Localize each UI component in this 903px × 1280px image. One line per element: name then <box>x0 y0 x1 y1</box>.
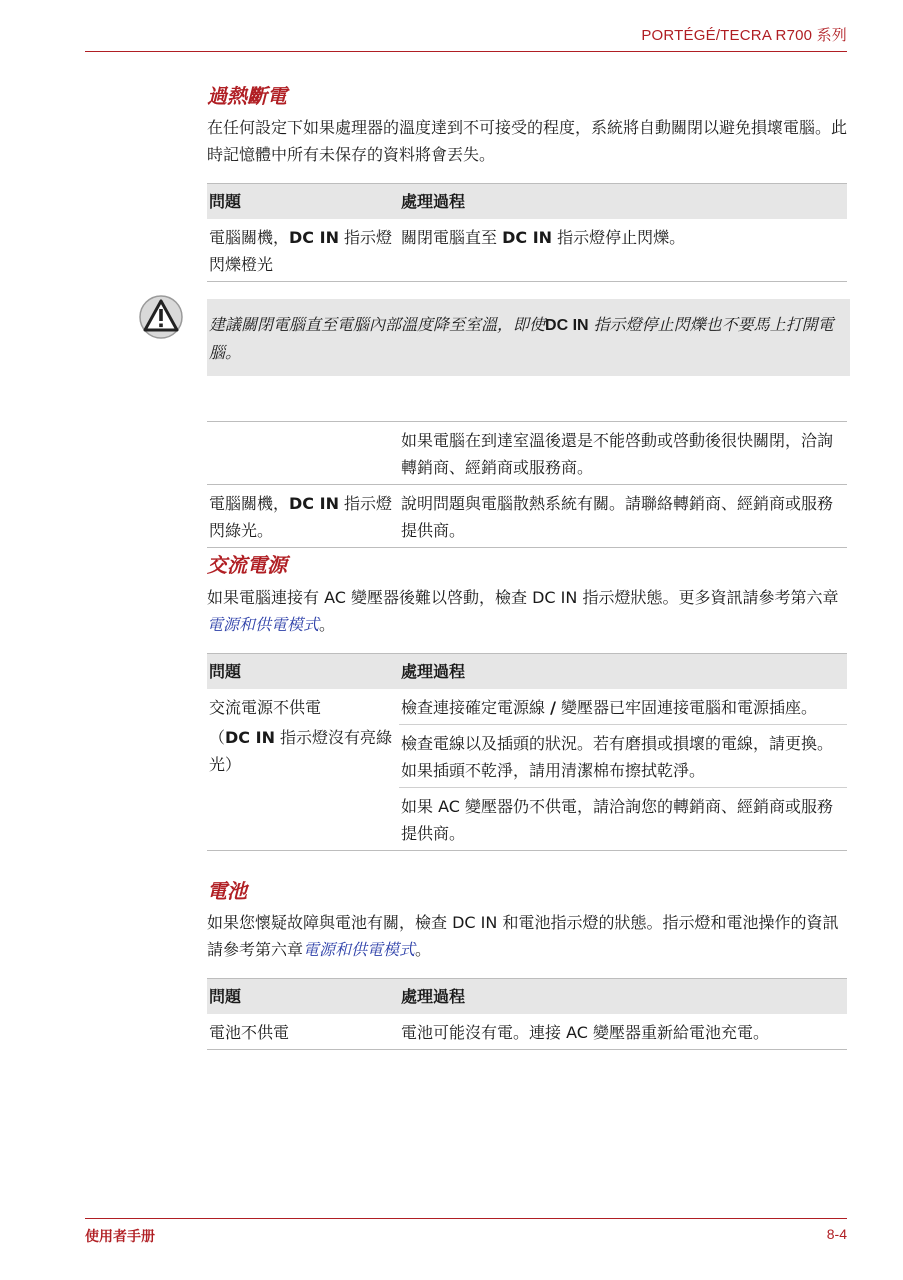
table-header-action: 處理過程 <box>399 184 847 220</box>
header-rule <box>85 51 847 52</box>
footer-page-number: 8-4 <box>826 1226 847 1242</box>
table-header-problem: 問題 <box>207 979 399 1015</box>
battery-chapter-link[interactable]: 電源和供電模式 <box>303 940 416 959</box>
table-row <box>207 1014 847 1050</box>
overheat-table-continued <box>207 421 847 548</box>
table-row <box>207 219 847 282</box>
action-cell: 電池可能沒有電。連接 AC 變壓器重新給電池充電。 <box>399 1014 847 1050</box>
ac-paragraph: 如果電腦連接有 AC 變壓器後難以啓動，檢查 DC IN 指示燈狀態。更多資訊請參考第六章電源和供電模式。 <box>207 588 839 634</box>
header-title: PORTÉGÉ/TECRA R700 系列 <box>641 27 847 44</box>
battery-table <box>207 978 847 1050</box>
table-header-action: 處理過程 <box>399 654 847 690</box>
table-header-action: 處理過程 <box>399 979 847 1015</box>
table-header-problem: 問題 <box>207 654 399 690</box>
table-row <box>207 422 847 485</box>
ac-chapter-link[interactable]: 電源和供電模式 <box>207 615 320 634</box>
action-cell: 檢查連接確定電源線 / 變壓器已牢固連接電腦和電源插座。 <box>399 689 847 725</box>
problem-cell: 電池不供電 <box>207 1014 399 1050</box>
action-cell: 如果電腦在到達室溫後還是不能啓動或啓動後很快關閉，洽詢轉銷商、經銷商或服務商。 <box>399 422 847 485</box>
section-title-overheat: 過熱斷電 <box>207 84 287 108</box>
warning-triangle-icon <box>138 294 184 340</box>
warning-box <box>207 299 850 376</box>
problem-cell: 交流電源不供電 （DC IN 指示燈沒有亮綠光） <box>207 689 399 851</box>
battery-paragraph: 如果您懷疑故障與電池有關，檢查 DC IN 和電池指示燈的狀態。指示燈和電池操作的資訊請參考第六章電源和供電模式。 <box>207 913 839 959</box>
action-cell: 說明問題與電腦散熱系統有關。請聯絡轉銷商、經銷商或服務提供商。 <box>399 485 847 548</box>
problem-cell <box>207 422 399 485</box>
problem-cell: 電腦關機，DC IN 指示燈閃綠光。 <box>207 485 399 548</box>
warning-text: 建議關閉電腦直至電腦內部溫度降至室溫，即使DC IN 指示燈停止閃爍也不要馬上打開電腦。 <box>209 315 834 362</box>
section-title-ac: 交流電源 <box>207 553 287 577</box>
action-cell: 關閉電腦直至 DC IN 指示燈停止閃爍。 <box>399 219 847 282</box>
footer-manual-title: 使用者手册 <box>85 1229 155 1245</box>
action-cell: 檢查電線以及插頭的狀況。若有磨損或損壞的電線，請更換。如果插頭不乾淨，請用清潔棉布擦拭乾淨。 <box>399 725 847 788</box>
action-cell: 如果 AC 變壓器仍不供電，請洽詢您的轉銷商、經銷商或服務提供商。 <box>399 788 847 851</box>
table-row <box>207 689 847 725</box>
table-header-problem: 問題 <box>207 184 399 220</box>
overheat-paragraph: 在任何設定下如果處理器的溫度達到不可接受的程度，系統將自動關閉以避免損壞電腦。此時記憶體中所有未保存的資料將會丟失。 <box>207 118 848 164</box>
section-title-battery: 電池 <box>207 879 247 903</box>
ac-table <box>207 653 847 851</box>
footer-rule <box>85 1218 847 1219</box>
table-row <box>207 485 847 548</box>
overheat-table <box>207 183 847 282</box>
problem-cell: 電腦關機，DC IN 指示燈閃爍橙光 <box>207 219 399 282</box>
